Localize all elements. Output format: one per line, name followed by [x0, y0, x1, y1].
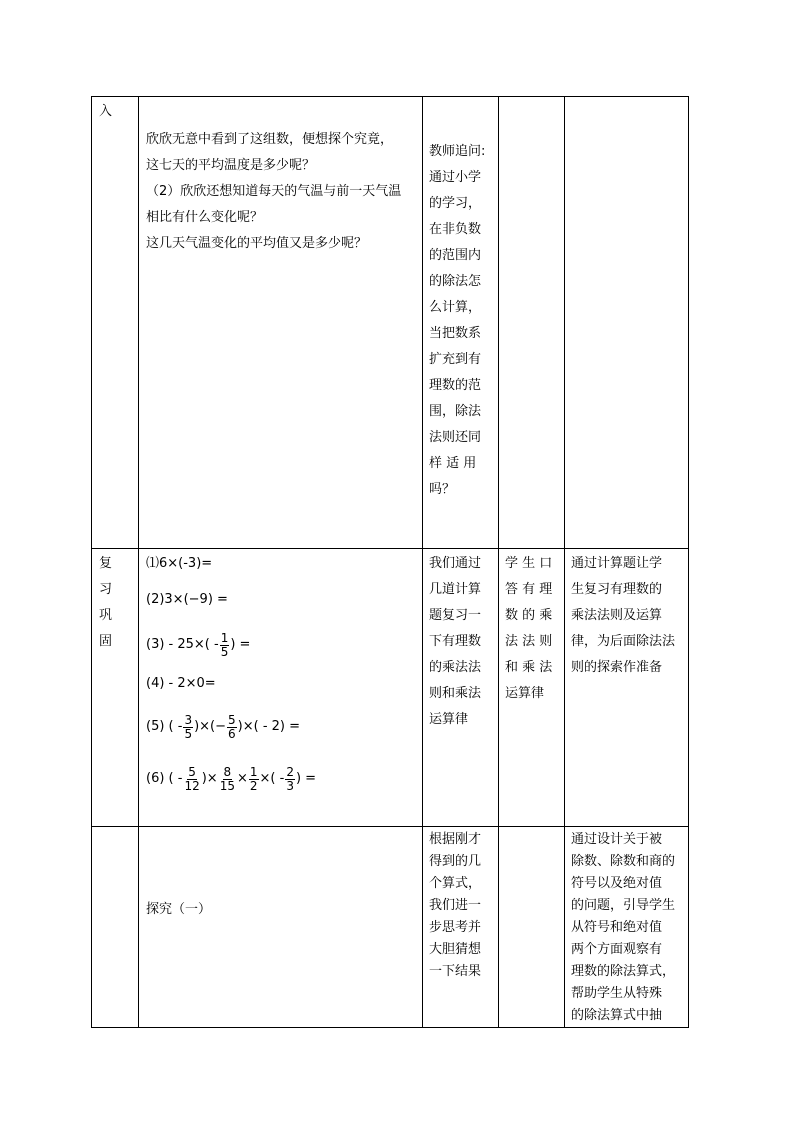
teacher-activity-cell	[423, 97, 499, 549]
text-line: 教师追问:	[429, 144, 486, 159]
text-line: 通过计算题让学	[571, 556, 663, 571]
text-line: 运算律	[429, 712, 469, 727]
text-line: 除数、除数和商的	[571, 854, 676, 869]
design-intent-cell	[565, 549, 689, 827]
fraction: $\frac{5}{6}$	[228, 712, 236, 741]
text-line: 的问题，引导学生	[571, 898, 676, 913]
text-line: 的乘法法	[429, 660, 482, 675]
text-line: 则和乘法	[429, 686, 482, 701]
lesson-plan-table	[91, 96, 689, 1028]
text-line: 符号以及绝对值	[571, 876, 663, 891]
text-line: 法 法 则	[505, 634, 553, 649]
stage-label-char: 习	[99, 582, 113, 597]
text-line: 围，除法	[429, 404, 482, 419]
fraction: $\frac{1}{2}$	[249, 764, 258, 793]
stage-label: 入	[99, 104, 113, 119]
text-line: 根据刚才	[429, 832, 482, 847]
text-line: 从符号和绝对值	[571, 920, 663, 935]
text-line: 运算律	[505, 686, 545, 701]
text-line: 和 乘 法	[505, 660, 553, 675]
exercise-cell	[139, 549, 423, 827]
teacher-activity-cell	[423, 827, 499, 1028]
text-line: 得到的几	[429, 854, 482, 869]
text-line: 生复习有理数的	[571, 582, 663, 597]
text-line: 下有理数	[429, 634, 482, 649]
exercise-4: (4) - 2×0=	[146, 676, 216, 691]
text-line: 步思考并	[429, 920, 482, 935]
exercise-6: (6) ( - $\frac{5}{12}$ )× $\frac{8}{15}$ × $\frac{1}{2}$ ×( - $\frac{2}{3}$ ) =	[146, 764, 317, 793]
text-line: 律，为后面除法法	[571, 634, 676, 649]
stage-label-char: 固	[99, 634, 113, 649]
text-line: 则的探索作准备	[571, 660, 663, 675]
teacher-activity-cell	[423, 549, 499, 827]
stage-label-cell	[92, 827, 139, 1028]
content-line: （2）欣欣还想知道每天的气温与前一天气温	[146, 184, 402, 199]
exercise-5: (5) ( - $\frac{3}{5}$ )×(− $\frac{5}{6}$ )×( - 2) =	[146, 712, 301, 741]
section-title: 探究（一）	[146, 902, 212, 917]
stage-label-cell	[92, 97, 139, 549]
stage-label-cell	[92, 549, 139, 827]
text-line: 乘法法则及运算	[571, 608, 663, 623]
text-line: 大胆猜想	[429, 942, 482, 957]
text-line: 的学习，	[429, 196, 482, 211]
text-line: 我们通过	[429, 556, 482, 571]
student-activity-cell	[499, 827, 565, 1028]
stage-label-char: 巩	[99, 608, 113, 623]
design-intent-cell	[565, 827, 689, 1028]
text-line: 吗？	[429, 482, 456, 497]
exercise-3: (3) - 25×( - $\frac{1}{5}$ ) =	[146, 630, 251, 659]
text-line: 一下结果	[429, 964, 482, 979]
text-line: 通过设计关于被	[571, 832, 663, 847]
fraction: $\frac{1}{5}$	[220, 630, 229, 659]
table-row-review	[92, 549, 689, 827]
text-line: 的范围内	[429, 248, 482, 263]
text-line: 样 适 用	[429, 456, 477, 471]
text-line: 法则还同	[429, 430, 482, 445]
text-line: 的除法算式中抽	[571, 1008, 663, 1023]
text-line: 的除法怎	[429, 274, 482, 289]
text-line: 在非负数	[429, 222, 482, 237]
text-line: 么计算，	[429, 300, 482, 315]
text-line: 帮助学生从特殊	[571, 986, 663, 1001]
text-line: 几道计算	[429, 582, 482, 597]
text-line: 当把数系	[429, 326, 482, 341]
text-line: 题复习一	[429, 608, 482, 623]
intro-content-cell	[139, 97, 423, 549]
text-line: 理数的除法算式，	[571, 964, 676, 979]
student-activity-cell	[499, 549, 565, 827]
student-activity-cell	[499, 97, 565, 549]
text-line: 我们进一	[429, 898, 482, 913]
explore-content-cell	[139, 827, 423, 1028]
text-line: 两个方面观察有	[571, 942, 663, 957]
table-row-explore	[92, 827, 689, 1028]
exercise-1: ⑴6×(-3)=	[146, 556, 213, 571]
text-line: 个算式，	[429, 876, 482, 891]
text-line: 通过小学	[429, 170, 482, 185]
fraction: $\frac{2}{3}$	[286, 764, 294, 793]
fraction: $\frac{3}{5}$	[184, 712, 193, 741]
table-row-intro	[92, 97, 689, 549]
text-line: 扩充到有	[429, 352, 482, 367]
content-line: 欣欣无意中看到了这组数，便想探个究竟，	[146, 132, 394, 147]
text-line: 理数的范	[429, 378, 482, 393]
content-line: 这几天气温变化的平均值又是多少呢？	[146, 236, 368, 251]
content-line: 相比有什么变化呢？	[146, 210, 264, 225]
text-line: 数 的 乘	[505, 608, 553, 623]
content-line: 这七天的平均温度是多少呢？	[146, 158, 316, 173]
text-line: 学 生 口	[505, 556, 553, 571]
text-line: 答 有 理	[505, 582, 553, 597]
design-intent-cell	[565, 97, 689, 549]
stage-label-char: 复	[99, 556, 113, 571]
exercise-2: (2)3×(−9) =	[146, 592, 228, 607]
fraction: $\frac{8}{15}$	[219, 764, 235, 793]
fraction: $\frac{5}{12}$	[184, 764, 200, 793]
